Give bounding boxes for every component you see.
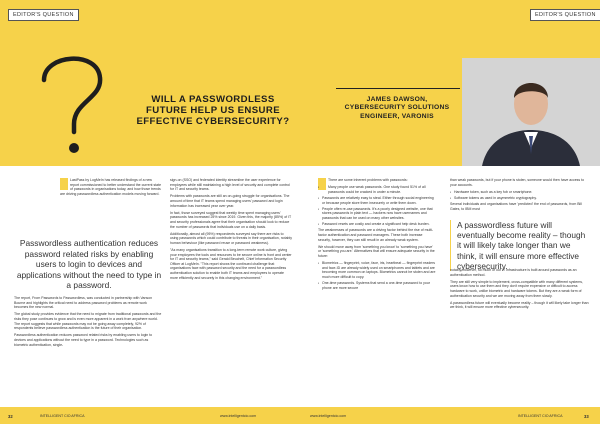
list-item: ▪ Passwords are relatively easy to steal. Either through social engineering or because people store them insecurely or write them down. bbox=[318, 196, 436, 205]
list-item: ▪ Many people use weak passwords. One study found 51% of all passwords could be cracked in under a minute. bbox=[318, 185, 436, 194]
right-column-2-bottom bbox=[450, 268, 590, 313]
paragraph: The weaknesses of passwords are a driving factor behind the rise of multi-factor authentication and password managers. These both increase security, however, they can still result in an already weak system. bbox=[318, 228, 434, 242]
paragraph: Passwordless authentication reduces password related risks by enabling users to login to devices and applications without the need to type in a password. Technologies such as biometric authentication, single- bbox=[14, 333, 153, 347]
right-footer bbox=[300, 407, 600, 424]
paragraph: sign-on (SSO) and federated identity streamline the user experience for employees while still maintaining a high level of security and complete control for IT and security teams. bbox=[170, 178, 290, 192]
paragraph: Additionally, almost all (95%) respondents surveyed say there are risks to using passwords which could contribute to threats in their organisation, notably human behaviour (like password reuse or password weakness). bbox=[170, 231, 292, 245]
paragraph: notably, however, so much of our IT infrastructure is built around passwords as an authentication method. bbox=[450, 268, 577, 277]
left-pullquote: Passwordless authentication reduces password related risks by enabling users to login to devices and applications without the need to type in a password. bbox=[16, 238, 162, 291]
left-column-1-lower bbox=[14, 296, 162, 350]
paragraph: In fact, those surveyed suggest that weekly time spent managing users' passwords has increased 25% since 2019. Given this, the majority (85%) of IT and security professionals agree that their organisation should look to reduce the number of passwords that individuals use on a daily basis. bbox=[170, 210, 292, 229]
list-item: ▪ People often re-use passwords. It's a poorly designed website, one that stores passwords in plain text — hackers now have usernames and passwords that can be used on many other websites. bbox=[318, 207, 436, 221]
footer-publication: INTELLIGENT CIO AFRICA bbox=[40, 414, 85, 418]
right-pullquote: A passwordless future will eventually become reality – though it will likely take longer than we think, it will ensure more effective cybersecurity. bbox=[450, 220, 590, 271]
dropcap bbox=[60, 178, 68, 190]
bullet-list bbox=[318, 261, 436, 290]
paragraph: A passwordless future will eventually become reality – though it will likely take longer than we think, it will ensure more effective cybersecurity. bbox=[450, 300, 589, 310]
portrait-image bbox=[462, 58, 600, 166]
paragraph: "As many organisations transition to a long-term remote work culture, giving your employees the tools and resources to be secure online is front and center for IT and security teams," said Gerald Beuchelt, Chief Information Security Officer at LogMeIn. "This report shows the continued challenge that organisations face with password security and the need for a passwordless authentication solution to enable both IT teams and employees to operate more efficiently and securely in this changing environment." bbox=[170, 248, 292, 280]
paragraph: They are still very simple to implement, cross-compatible with many different systems, users know how to use them and they don't require expensive or difficult to access hardware to work, unlike biometric and hardware tokens. But they are a weak form of authentication security and we are moving away from them slowly. bbox=[450, 279, 583, 298]
page-number: 33 bbox=[584, 414, 589, 419]
left-column-1 bbox=[60, 178, 162, 199]
article-headline: WILL A PASSWORDLESS FUTURE HELP US ENSURE EFFECTIVE CYBERSECURITY? bbox=[136, 94, 290, 127]
author-role: CYBERSECURITY SOLUTIONS bbox=[344, 104, 450, 112]
page-number: 32 bbox=[8, 414, 13, 419]
list-item: ▪ Software tokens as used in asymmetric cryptography. bbox=[450, 196, 590, 201]
footer-url[interactable]: www.intelligentcio.com bbox=[220, 414, 257, 418]
right-column-2-top bbox=[450, 178, 590, 214]
right-column-1 bbox=[318, 178, 436, 292]
footer-url[interactable]: www.intelligentcio.com bbox=[310, 414, 347, 418]
list-item: ▪ Biometrics — fingerprint, voice, face, iris, heartbeat — fingerprint readers and face-ID are already widely used on smartphones and tablets and are becoming more common on laptops. Biometrics cannot be stolen and are much more difficult to copy. bbox=[318, 261, 436, 279]
author-photo bbox=[462, 58, 600, 166]
left-column-2 bbox=[170, 178, 292, 283]
list-item: ▪ Hardware token, such as a key fob or smartphone. bbox=[450, 190, 590, 195]
section-tag-right: EDITOR'S QUESTION bbox=[530, 9, 600, 21]
bullet-list bbox=[450, 190, 590, 201]
paragraph: We should move away from 'something you know' to 'something you have' or 'something you are.' Alternatives that will ensure adequate security in the future: bbox=[318, 244, 435, 258]
paragraph: Several individuals and organisations have 'predicted' the end of passwords, from Bill Gates, to IBM most bbox=[450, 202, 582, 211]
paragraph: The report, From Passwords to Passwordless, was conducted in partnership with Vanson Bourne and highlights the critical need to address password problems as remote work becomes the new normal. bbox=[14, 296, 153, 310]
author-name: JAMES DAWSON, bbox=[366, 96, 428, 103]
paragraph: There are some inherent problems with passwords: bbox=[318, 178, 436, 183]
list-item: ▪ One-time passwords. Systems that send a one-time password to your phone are more secure bbox=[318, 281, 436, 290]
question-mark-icon bbox=[26, 40, 116, 160]
paragraph: than weak passwords, but if your phone is stolen, someone would then have access to your accounts. bbox=[450, 178, 585, 187]
section-tag-left: EDITOR'S QUESTION bbox=[8, 9, 79, 21]
byline bbox=[322, 96, 472, 121]
list-item: ▪ Password resets are costly and create a significant help desk burden. bbox=[318, 222, 436, 227]
byline-divider bbox=[336, 88, 460, 89]
author-company: ENGINEER, VARONIS bbox=[360, 112, 434, 120]
footer-publication: INTELLIGENT CIO AFRICA bbox=[518, 414, 563, 418]
bullet-list bbox=[318, 185, 436, 227]
paragraph: Problems with passwords are still an on-going struggle for organisations. The amount of time that IT teams spend managing users' password and login information has increased year over year. bbox=[170, 194, 290, 208]
paragraph: The global study provides evidence that the need to migrate from traditional passwords and the risks they pose continues to grow and is even more apparent in a work from anywhere world. The report suggests that while passwords may not be going away completely, 92% of respondents believe passwordless authentication is the future of their organisation. bbox=[14, 312, 162, 331]
paragraph: LastPass by LogMeIn has released findings of a new report commissioned to better understand the current state of passwords in organisations today, and how those trends are driving passwordless authentication models moving forward. bbox=[60, 178, 162, 196]
left-footer bbox=[0, 407, 300, 424]
